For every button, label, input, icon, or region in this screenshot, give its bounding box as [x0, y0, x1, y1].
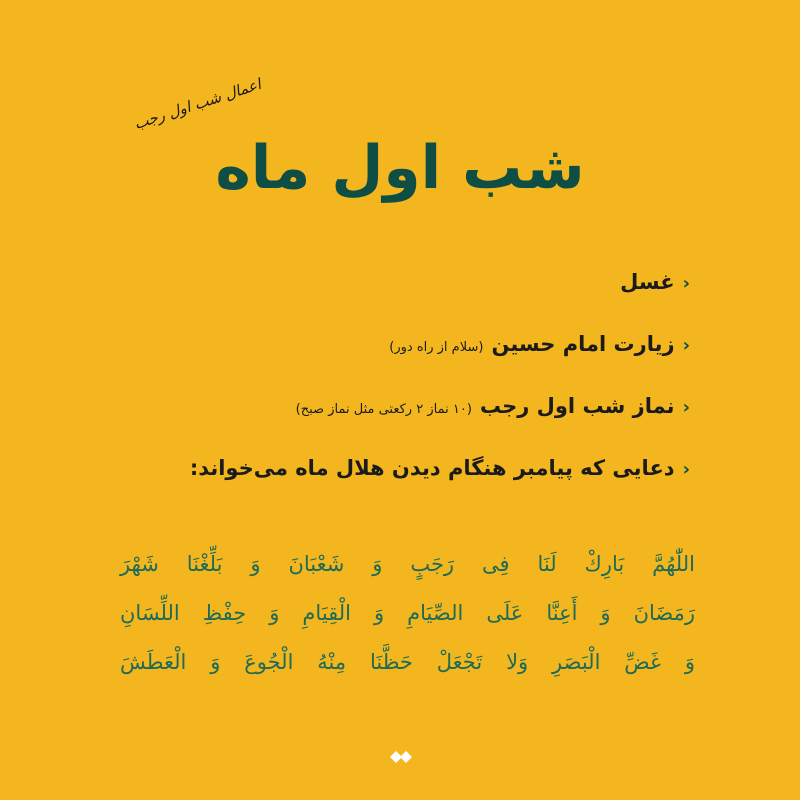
- list-item-label: زیارت امام حسین: [491, 332, 675, 356]
- dua-line: اللّٰهُمَّ بَارِكْ لَنَا فِی رَجَبٍ وَ شَعْبَانَ وَ بَلِّغْنَا شَهْرَ: [120, 552, 695, 576]
- list-item-ghusl: [170, 262, 690, 324]
- list-item-dua-intro: [170, 448, 690, 510]
- chevron-left-icon: ‹: [682, 459, 690, 480]
- list-item-label: نماز شب اول رجب: [479, 394, 675, 418]
- dua-text-block: [120, 540, 695, 687]
- brand-logo-icon: [388, 749, 414, 765]
- handwritten-label: اعمال شب اول رجب: [131, 74, 264, 134]
- list-item-namaz: [170, 386, 690, 448]
- list-item-note: (۱۰ نماز ۲ رکعتی مثل نماز صبح): [295, 402, 472, 417]
- list-item-label: غسل: [620, 270, 675, 294]
- dua-line: رَمَضَانَ وَ أَعِنَّا عَلَی الصِّيَامِ وَ الْقِيَامِ وَ حِفْظِ اللِّسَانِ: [120, 601, 695, 625]
- dua-line: وَ غَضِّ الْبَصَرِ وَلا تَجْعَلْ حَظَّنَا مِنْهُ الْجُوعَ وَ الْعَطَشَ: [120, 650, 695, 674]
- actions-list: [170, 262, 690, 510]
- chevron-left-icon: ‹: [682, 273, 690, 294]
- page-title: شب اول ماه: [215, 133, 585, 203]
- list-item-ziyarat: [170, 324, 690, 386]
- chevron-left-icon: ‹: [682, 335, 690, 356]
- chevron-left-icon: ‹: [682, 397, 690, 418]
- list-item-label: دعایی که پیامبر هنگام دیدن هلال ماه می‌خواند:: [189, 456, 675, 480]
- list-item-note: (سلام از راه دور): [389, 340, 484, 355]
